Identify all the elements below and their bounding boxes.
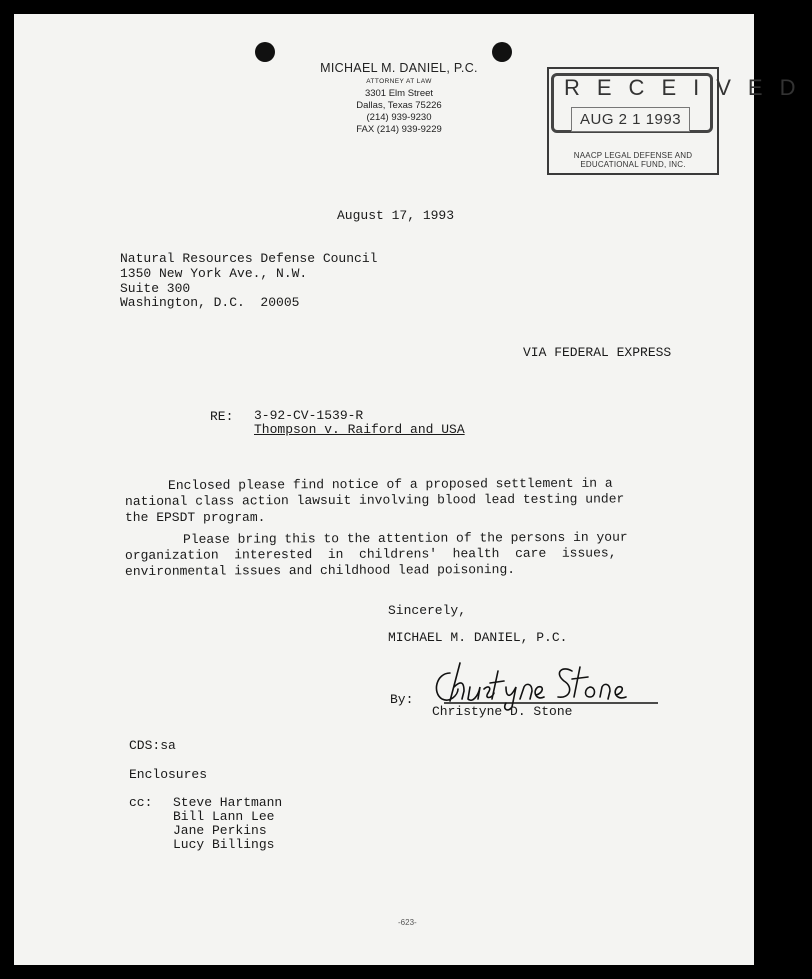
recipient-city: Washington, D.C. 20005	[120, 295, 300, 310]
recipient-name: Natural Resources Defense Council	[120, 251, 378, 266]
stamp-word: RECEIVED	[551, 73, 713, 133]
case-number: 3-92-CV-1539-R	[254, 408, 364, 423]
letterhead-phone: (214) 939-9230	[366, 112, 432, 123]
letterhead-street: 3301 Elm Street	[364, 88, 434, 99]
stamp-org-line1: NAACP LEGAL DEFENSE AND	[573, 151, 693, 160]
letter-date: August 17, 1993	[337, 208, 455, 223]
stamp-org-line2: EDUCATIONAL FUND, INC.	[580, 160, 686, 169]
body-p2-line1: Please bring this to the attention of the persons in your	[182, 529, 628, 547]
letter-page	[14, 14, 812, 965]
footer-mark: -623-	[398, 918, 417, 927]
punch-hole-right	[492, 42, 512, 62]
stamp-date: AUG 2 1 1993	[571, 107, 690, 132]
body-p1-line2: national class action lawsuit involving blood lead testing under	[124, 491, 625, 509]
letterhead	[294, 61, 504, 136]
cc-name: Lucy Billings	[173, 837, 275, 852]
stamp-org	[549, 151, 717, 169]
recipient-suite: Suite 300	[120, 281, 191, 296]
body-p2-line3: environmental issues and childhood lead poisoning.	[124, 561, 516, 579]
closing-by: By:	[390, 692, 414, 707]
body-p1-line3: the EPSDT program.	[125, 510, 266, 525]
letterhead-city: Dallas, Texas 75226	[356, 100, 442, 111]
closing-salutation: Sincerely,	[388, 603, 467, 618]
letterhead-firm: MICHAEL M. DANIEL, P.C.	[320, 61, 478, 75]
case-name: Thompson v. Raiford and USA	[254, 422, 465, 437]
letterhead-title: ATTORNEY AT LAW	[366, 78, 432, 85]
closing-firm: MICHAEL M. DANIEL, P.C.	[388, 630, 568, 645]
typist-initials: CDS:sa	[129, 738, 176, 753]
signature	[432, 657, 662, 707]
cc-name: Bill Lann Lee	[173, 809, 275, 824]
re-label: RE:	[210, 409, 234, 424]
letterhead-fax: FAX (214) 939-9229	[356, 124, 442, 135]
received-stamp	[547, 67, 812, 175]
signer-name: Christyne D. Stone	[432, 704, 573, 719]
body-p1-line1: Enclosed please find notice of a proposed settlement in a	[167, 475, 613, 493]
cc-name: Steve Hartmann	[173, 795, 283, 810]
punch-hole-left	[255, 42, 275, 62]
delivery-method: VIA FEDERAL EXPRESS	[523, 345, 672, 360]
cc-label: cc:	[129, 795, 153, 810]
body-p2-line2: organization interested in childrens' health care issues,	[124, 545, 617, 563]
cc-name: Jane Perkins	[173, 823, 267, 838]
recipient-street: 1350 New York Ave., N.W.	[120, 266, 308, 281]
enclosures: Enclosures	[129, 767, 208, 782]
